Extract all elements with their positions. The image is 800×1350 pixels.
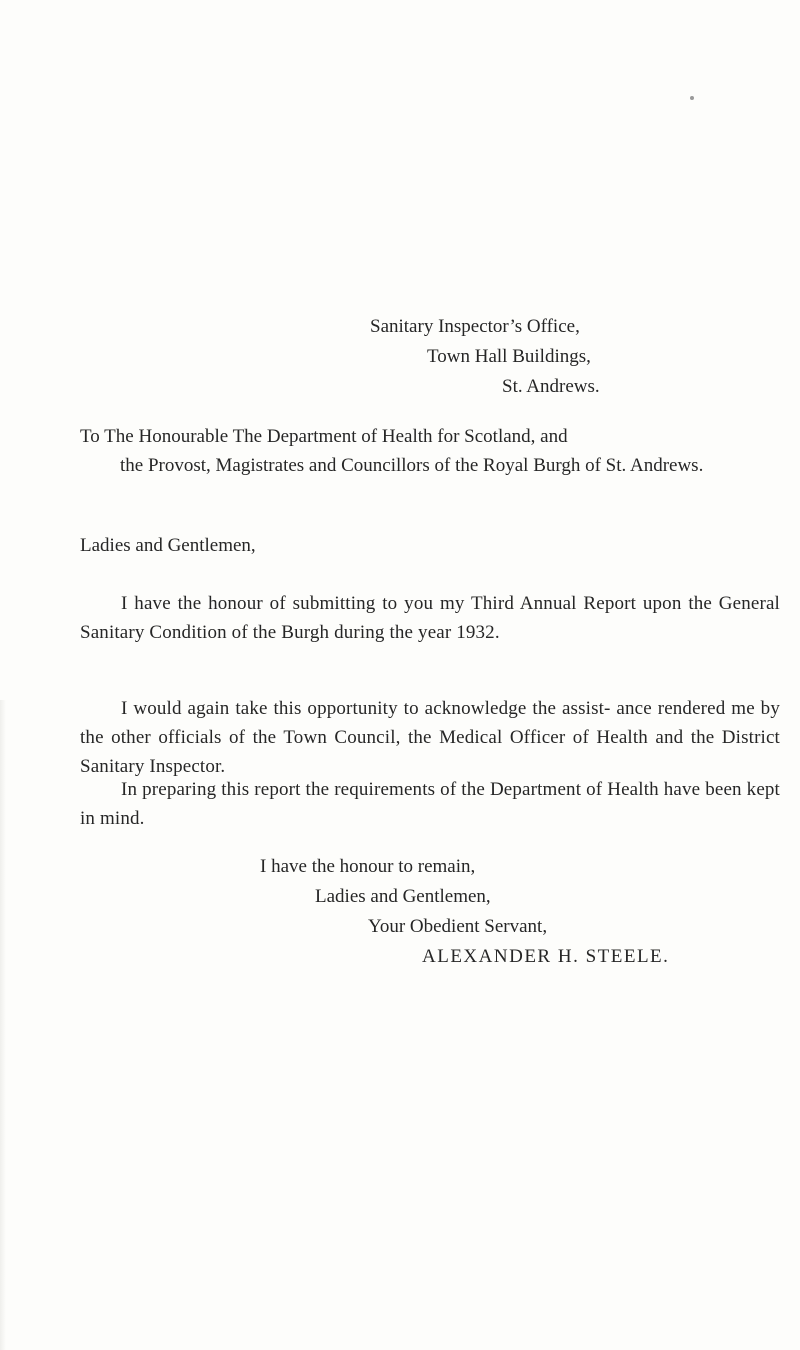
addressee-line-2: the Provost, Magistrates and Councillors of the Royal Burgh of St. Andrews. — [120, 455, 704, 476]
greeting: Ladies and Gentlemen, — [80, 535, 256, 556]
closing-line-3: Your Obedient Servant, — [368, 916, 548, 937]
paragraph-requirements: In preparing this report the requirements of the Department of Health have been kept in mind. — [80, 779, 780, 829]
closing-line-2: Ladies and Gentlemen, — [315, 886, 491, 907]
office-line-2: Town Hall Buildings, — [427, 346, 591, 367]
office-line-3: St. Andrews. — [502, 376, 600, 397]
addressee-block — [80, 422, 780, 480]
closing-line-1: I have the honour to remain, — [260, 856, 476, 877]
signature: ALEXANDER H. STEELE. — [422, 946, 670, 967]
office-line-1: Sanitary Inspector’s Office, — [370, 316, 580, 337]
ink-speck — [690, 96, 694, 100]
addressee-line-1: To The Honourable The Department of Health for Scotland, and — [80, 426, 568, 447]
paragraph-acknowledgement: I would again take this opportunity to acknowledge the assist- ance rendered me by the other officials of the Town Council, the Medical Officer of Health and the District Sanitary Inspector. — [80, 698, 780, 777]
paragraph-report: I have the honour of submitting to you my Third Annual Report upon the General Sanitary Condition of the Burgh during the year 1932. — [80, 593, 780, 643]
page-edge-shadow — [0, 700, 6, 1350]
